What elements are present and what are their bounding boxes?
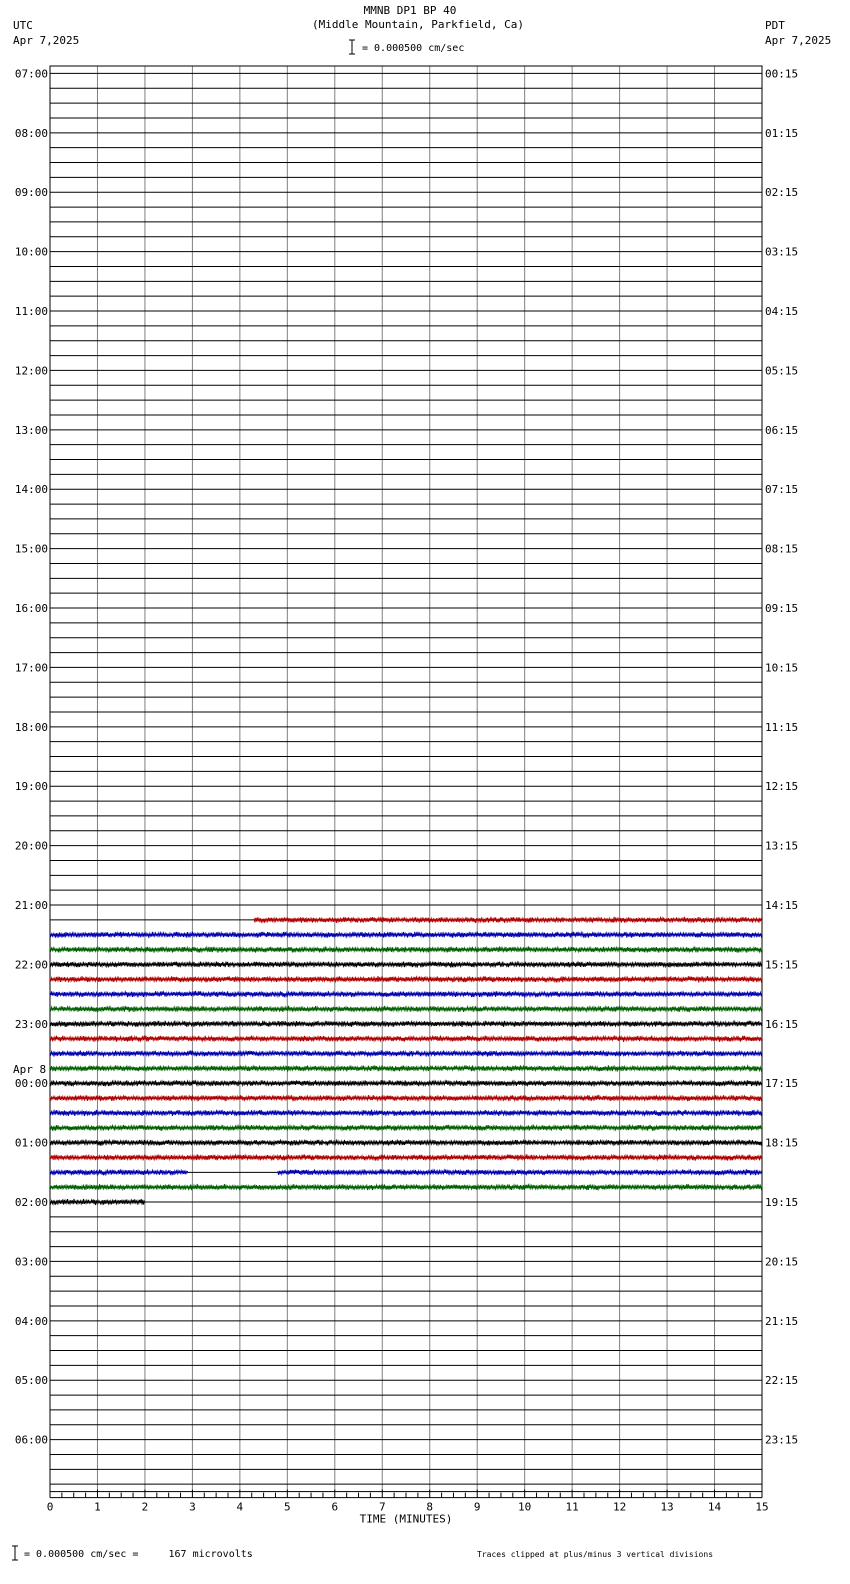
utc-hour-label: 00:00	[14, 1077, 48, 1091]
utc-hour-label: 12:00	[14, 364, 48, 378]
seismic-trace	[50, 962, 762, 968]
utc-hour-label: 17:00	[14, 661, 48, 675]
chart-title: MMNB DP1 BP 40	[363, 4, 457, 17]
x-tick-label: 0	[46, 1500, 54, 1514]
pdt-hour-label: 16:15	[765, 1017, 799, 1031]
chart-subtitle: (Middle Mountain, Parkfield, Ca)	[312, 18, 524, 31]
seismic-trace	[50, 1110, 762, 1116]
seismic-trace	[50, 1095, 762, 1101]
utc-hour-label: 16:00	[14, 602, 48, 616]
pdt-hour-label: 05:15	[765, 364, 799, 378]
seismic-trace	[50, 1140, 762, 1146]
pdt-hour-label: 15:15	[765, 958, 799, 972]
seismic-traces	[50, 917, 762, 1205]
x-tick-label: 10	[518, 1500, 532, 1514]
seismic-trace	[50, 932, 762, 938]
utc-hour-label: 08:00	[14, 126, 48, 140]
utc-hour-label: 04:00	[14, 1314, 48, 1328]
utc-hour-label: 19:00	[14, 780, 48, 794]
pdt-hour-label: 12:15	[765, 780, 799, 794]
utc-hour-label: 22:00	[14, 958, 48, 972]
axis-labels	[13, 67, 798, 1525]
seismic-trace	[50, 1169, 188, 1175]
seismic-trace	[50, 1050, 762, 1056]
pdt-hour-label: 13:15	[765, 839, 799, 853]
seismic-trace	[50, 1184, 762, 1190]
x-tick-label: 9	[473, 1500, 481, 1514]
utc-hour-label: 15:00	[14, 542, 48, 556]
utc-hour-label: 06:00	[14, 1433, 48, 1447]
pdt-hour-label: 00:15	[765, 67, 799, 81]
footer-scale-label: = 0.000500 cm/sec = 167 microvolts	[24, 1549, 253, 1560]
pdt-hour-label: 10:15	[765, 661, 799, 675]
x-axis-title: TIME (MINUTES)	[359, 1512, 453, 1526]
seismic-trace	[254, 917, 761, 923]
pdt-hour-label: 03:15	[765, 245, 799, 259]
x-tick-label: 5	[284, 1500, 291, 1514]
pdt-date-label: Apr 7,2025	[765, 34, 832, 47]
plot-grid	[50, 66, 762, 1498]
x-tick-label: 4	[236, 1500, 244, 1514]
utc-hour-label: 07:00	[14, 67, 48, 81]
x-tick-label: 14	[707, 1500, 722, 1514]
x-tick-label: 1	[94, 1500, 101, 1514]
scale-bar-icons	[12, 40, 355, 1560]
clip-note: Traces clipped at plus/minus 3 vertical divisions	[477, 1550, 714, 1559]
seismic-trace	[50, 991, 762, 997]
seismic-trace	[50, 1154, 762, 1160]
seismic-trace	[50, 1021, 762, 1027]
utc-hour-label: 23:00	[14, 1017, 48, 1031]
seismic-trace	[50, 1125, 762, 1131]
pdt-hour-label: 09:15	[765, 602, 799, 616]
pdt-hour-label: 23:15	[765, 1433, 799, 1447]
utc-hour-label: 14:00	[14, 483, 48, 497]
x-tick-label: 11	[565, 1500, 579, 1514]
utc-hour-label: 20:00	[14, 839, 48, 853]
pdt-hour-label: 18:15	[765, 1136, 799, 1150]
utc-hour-label: 13:00	[14, 423, 48, 437]
pdt-hour-label: 04:15	[765, 305, 799, 319]
scale-label: = 0.000500 cm/sec	[362, 43, 465, 54]
utc-hour-label: 11:00	[14, 305, 48, 319]
seismic-trace	[50, 1065, 762, 1071]
pdt-hour-label: 08:15	[765, 542, 799, 556]
x-tick-label: 12	[612, 1500, 627, 1514]
seismic-trace	[50, 976, 762, 982]
pdt-hour-label: 07:15	[765, 483, 799, 497]
pdt-hour-label: 22:15	[765, 1374, 799, 1388]
utc-hour-label: 18:00	[14, 720, 48, 734]
utc-hour-label: 01:00	[14, 1136, 48, 1150]
utc-hour-label: 03:00	[14, 1255, 48, 1269]
pdt-hour-label: 01:15	[765, 126, 799, 140]
date-change-label: Apr 8	[13, 1063, 47, 1077]
utc-zone-label: UTC	[13, 19, 33, 32]
pdt-hour-label: 06:15	[765, 423, 799, 437]
x-tick-label: 2	[141, 1500, 149, 1514]
utc-hour-label: 10:00	[14, 245, 48, 259]
pdt-hour-label: 19:15	[765, 1196, 799, 1210]
seismic-trace	[50, 947, 762, 953]
x-tick-label: 6	[331, 1500, 339, 1514]
pdt-hour-label: 20:15	[765, 1255, 799, 1269]
plot-frame	[50, 66, 762, 1492]
pdt-hour-label: 14:15	[765, 899, 799, 913]
x-tick-label: 7	[378, 1500, 386, 1514]
seismic-trace	[50, 1080, 762, 1086]
seismic-trace	[278, 1169, 762, 1175]
x-tick-label: 3	[189, 1500, 196, 1514]
pdt-hour-label: 17:15	[765, 1077, 799, 1091]
x-tick-label: 13	[660, 1500, 674, 1514]
pdt-hour-label: 02:15	[765, 186, 799, 200]
pdt-hour-label: 11:15	[765, 720, 799, 734]
seismic-trace	[50, 1036, 762, 1042]
pdt-hour-label: 21:15	[765, 1314, 799, 1328]
seismic-trace	[50, 1006, 762, 1012]
utc-hour-label: 09:00	[14, 186, 48, 200]
pdt-zone-label: PDT	[765, 19, 785, 32]
utc-hour-label: 21:00	[14, 899, 48, 913]
x-tick-label: 8	[426, 1500, 434, 1514]
utc-date-label: Apr 7,2025	[13, 34, 80, 47]
utc-hour-label: 02:00	[14, 1196, 48, 1210]
x-tick-label: 15	[755, 1500, 769, 1514]
utc-hour-label: 05:00	[14, 1374, 48, 1388]
